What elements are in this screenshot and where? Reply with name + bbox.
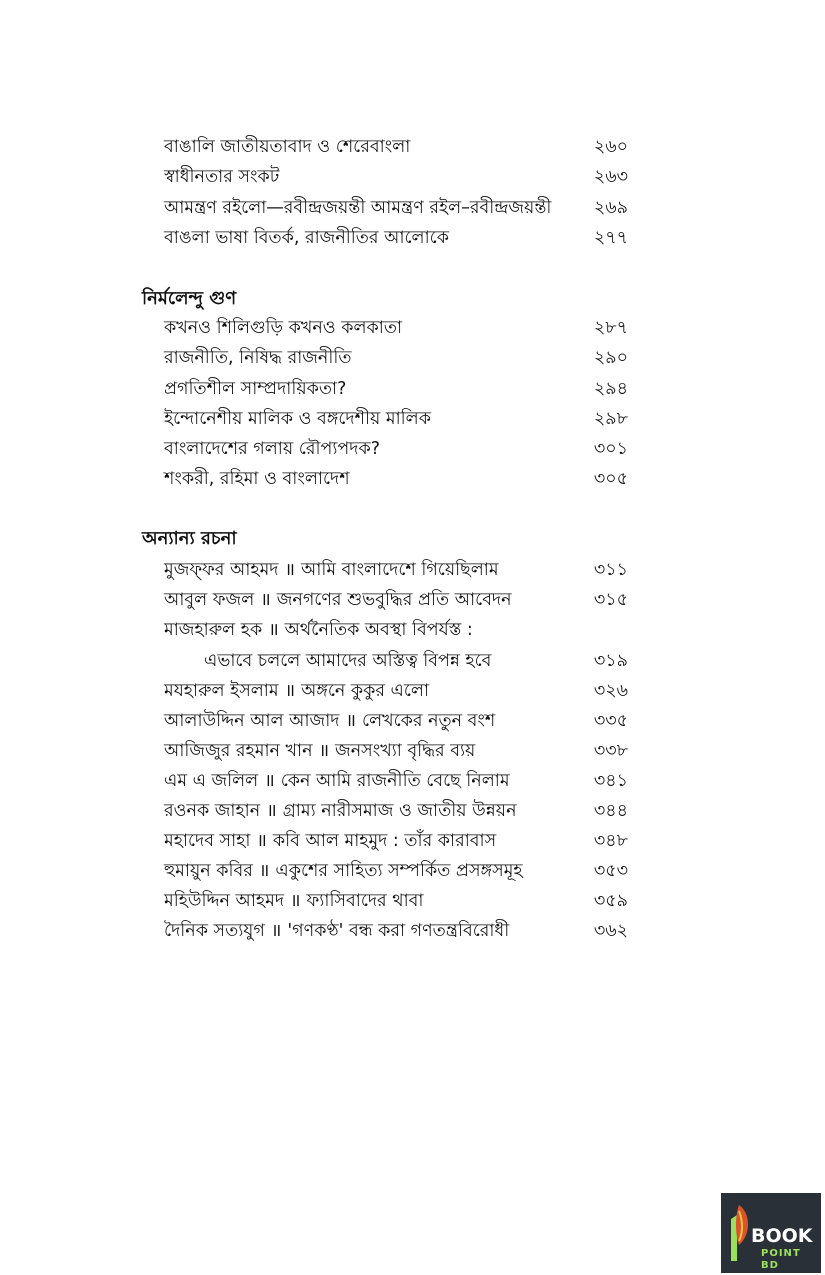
entry-page-number: ৩১৫ (593, 590, 628, 610)
entry-page-number: ২৯৮ (593, 409, 628, 429)
entry-title (164, 706, 495, 736)
entry-page-number: ৩৩৮ (593, 741, 628, 761)
entry-separator: ॥ (256, 831, 267, 851)
toc-entry (164, 193, 628, 223)
entry-title: শংকরী, রহিমা ও বাংলাদেশ (164, 469, 350, 489)
entry-title: স্বাধীনতার সংকট (164, 167, 280, 187)
entry-page-number: ২৭৭ (593, 228, 628, 248)
entry-page-number: ৩৫৩ (593, 861, 628, 881)
toc-entry (164, 736, 628, 766)
entry-author: আবুল ফজল (164, 590, 255, 610)
section-heading: অন্যান্য রচনা (142, 528, 237, 549)
entry-page-number: ৩৩৫ (593, 711, 628, 731)
entry-author: মহিউদ্দিন আহমদ (164, 891, 285, 911)
toc-entry (164, 223, 628, 253)
entry-title (164, 826, 496, 856)
entry-author: মহাদেব সাহা (164, 831, 251, 851)
entry-page-number: ২৬৩ (593, 167, 628, 187)
entry-separator: ॥ (284, 560, 295, 580)
entry-page-number: ২৬০ (593, 137, 628, 157)
entry-page-number: ৩২৬ (593, 681, 628, 701)
toc-entry (164, 886, 628, 916)
entry-page-number: ২৯০ (593, 348, 628, 368)
entry-title-text: কেন আমি রাজনীতি বেছে নিলাম (280, 771, 510, 791)
entry-title-text: কবি আল মাহমুদ : তাঁর কারাবাস (272, 831, 497, 851)
entry-page-number: ৩০১ (593, 439, 628, 459)
entry-author: দৈনিক সত্যযুগ (164, 921, 265, 941)
entry-separator: ॥ (266, 801, 277, 821)
entry-title-text: অর্থনৈতিক অবস্থা বিপর্যস্ত : (284, 620, 473, 640)
toc-entry (164, 615, 628, 645)
entry-title: রাজনীতি, নিষিদ্ধ রাজনীতি (164, 348, 352, 368)
entry-author: মাজহারুল হক (164, 620, 263, 640)
entry-author: রওনক জাহান (164, 801, 261, 821)
entry-page-number: ৩৫৯ (593, 891, 628, 911)
toc-entry (164, 404, 628, 434)
book-leaf-logo-icon (727, 1201, 753, 1263)
entry-title-text: 'গণকণ্ঠ' বন্ধ করা গণতন্ত্রবিরোধী (287, 921, 510, 941)
entry-title (164, 615, 473, 645)
entry-title-text: ফ্যাসিবাদের থাবা (306, 891, 424, 911)
entry-page-number: ৩৪৪ (593, 801, 628, 821)
entry-title (164, 796, 517, 826)
entry-separator: ॥ (270, 921, 282, 941)
entry-title-text: গ্রাম্য নারীসমাজ ও জাতীয় উন্নয়ন (282, 801, 517, 821)
entry-page-number: ৩১১ (593, 560, 628, 580)
entry-author: মুজফ্ফর আহমদ (164, 560, 279, 580)
entry-title-text: জনসংখ্যা বৃদ্ধির ব্যয় (335, 741, 476, 761)
entry-page-number: ৩০৫ (593, 469, 628, 489)
entry-author: আলাউদ্দিন আল আজাদ (164, 711, 340, 731)
entry-title (164, 555, 499, 585)
entry-page-number: ২৬৯ (593, 198, 628, 218)
entry-title: বাংলাদেশের গলায় রৌপ্যপদক? (164, 439, 381, 459)
entry-title (164, 585, 512, 615)
toc-entry (164, 343, 628, 373)
publisher-logo (721, 1193, 821, 1273)
entry-author: মযহারুল ইসলাম (164, 681, 279, 701)
entry-title-text: জনগণের শুভবুদ্ধির প্রতি আবেদন (276, 590, 512, 610)
entry-title: বাঙালি জাতীয়তাবাদ ও শেরেবাংলা (164, 137, 411, 157)
toc-entry (164, 464, 628, 494)
entry-page-number: ৩৪১ (593, 771, 628, 791)
entry-title: বাঙলা ভাষা বিতর্ক, রাজনীতির আলোকে (164, 228, 449, 248)
entry-title: এভাবে চললে আমাদের অস্তিত্ব বিপন্ন হবে (204, 651, 492, 671)
entry-title: আমন্ত্রণ রইলো—রবীন্দ্রজয়ন্তী আমন্ত্রণ রইল–রবীন্দ্রজয়ন্তী (164, 198, 552, 218)
logo-text-book: BOOK (751, 1225, 813, 1247)
entry-title (164, 916, 509, 946)
entry-page-number: ৩১৯ (593, 651, 628, 671)
entry-title-text: আমি বাংলাদেশে গিয়েছিলাম (300, 560, 499, 580)
entry-title (164, 856, 523, 886)
entry-separator: ॥ (268, 620, 279, 640)
entry-title: প্রগতিশীল সাম্প্রদায়িকতা? (164, 379, 347, 399)
entry-title (164, 766, 510, 796)
toc-entry (164, 434, 628, 464)
toc-entry (164, 766, 628, 796)
entry-separator: ॥ (284, 681, 296, 701)
entry-separator: ॥ (258, 861, 270, 881)
entry-page-number: ২৮৭ (593, 318, 628, 338)
entry-page-number: ২৯৪ (593, 379, 628, 399)
logo-text-pointbd: POINT BD (761, 1248, 801, 1271)
entry-title (164, 676, 429, 706)
entry-separator: ॥ (264, 771, 275, 791)
toc-entry (164, 676, 628, 706)
toc-entry (164, 585, 628, 615)
toc-entry (164, 706, 628, 736)
entry-separator: ॥ (290, 891, 301, 911)
entry-separator: ॥ (345, 711, 356, 731)
toc-entry (164, 856, 628, 886)
entry-author: আজিজুর রহমান খান (164, 741, 313, 761)
entry-title-text: অঙ্গনে কুকুর এলো (301, 681, 430, 701)
toc-entry (164, 826, 628, 856)
entry-title (164, 736, 475, 766)
toc-entry (164, 313, 628, 343)
entry-author: হুমায়ুন কবির (164, 861, 253, 881)
toc-entry (164, 796, 628, 826)
entry-title-text: লেখকের নতুন বংশ (361, 711, 496, 731)
entry-title: ইন্দোনেশীয় মালিক ও বঙ্গদেশীয় মালিক (164, 409, 431, 429)
entry-title-text: একুশের সাহিত্য সম্পর্কিত প্রসঙ্গসমূহ (275, 861, 523, 881)
section-heading: নির্মলেন্দু গুণ (142, 288, 237, 309)
toc-entry (164, 374, 628, 404)
toc-entry (164, 916, 628, 946)
toc-entry (164, 132, 628, 162)
toc-entry (164, 162, 628, 192)
entry-separator: ॥ (260, 590, 271, 610)
entry-author: এম এ জলিল (164, 771, 259, 791)
entry-page-number: ৩৬২ (593, 921, 628, 941)
entry-title (164, 886, 423, 916)
entry-separator: ॥ (318, 741, 330, 761)
toc-entry (164, 646, 628, 676)
toc-entry (164, 555, 628, 585)
entry-title: কখনও শিলিগুড়ি কখনও কলকাতা (164, 318, 403, 338)
entry-page-number: ৩৪৮ (593, 831, 628, 851)
